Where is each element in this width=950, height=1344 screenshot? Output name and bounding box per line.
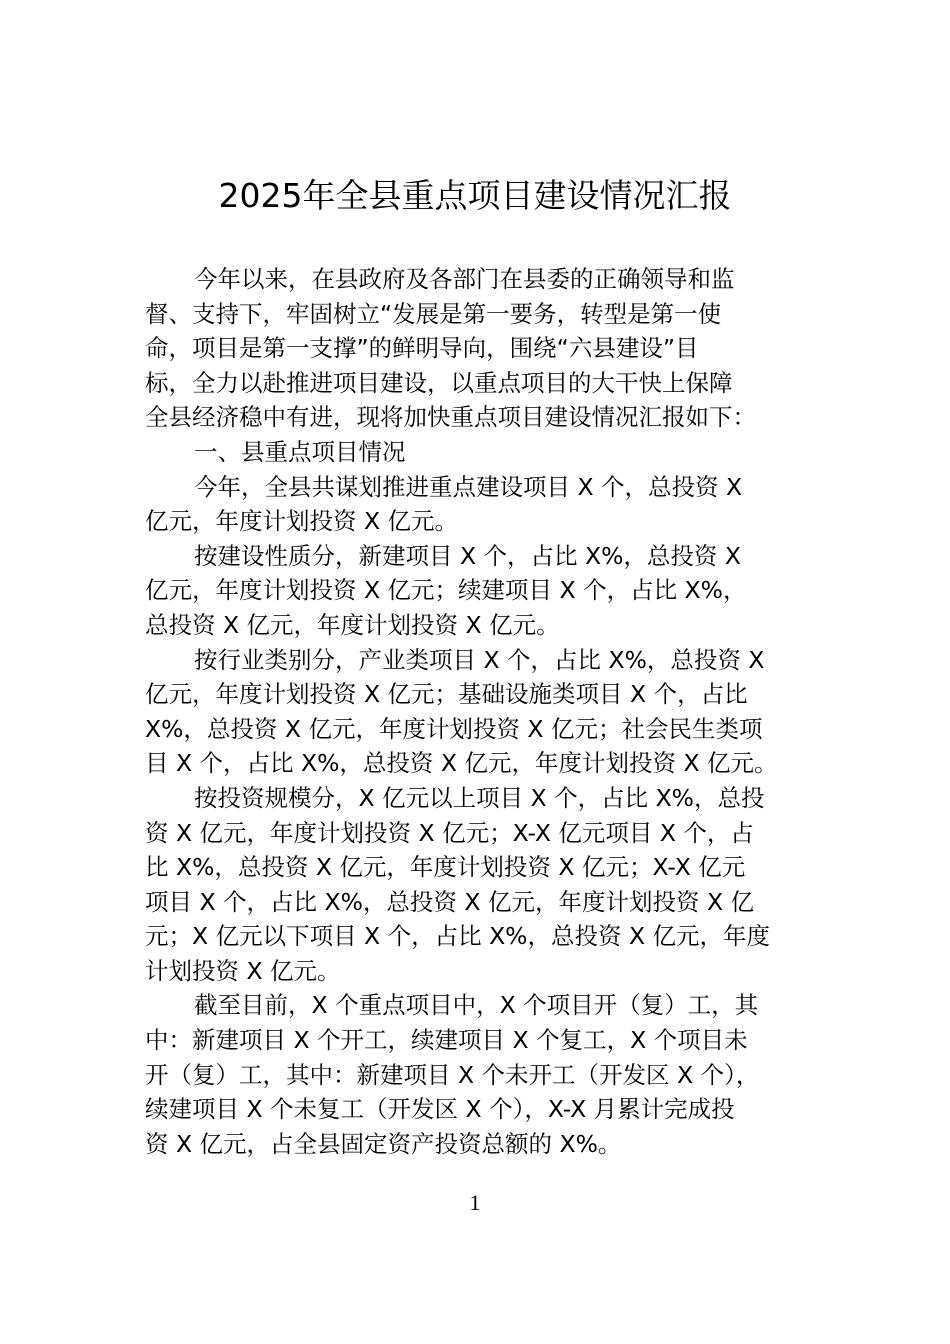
paragraph-overview — [145, 470, 815, 539]
text-line: 今年以来，在县政府及各部门在县委的正确领导和监 — [194, 265, 735, 293]
section-heading — [145, 435, 815, 470]
paragraph-by-scale — [145, 781, 815, 989]
text-line: 亿元，年度计划投资 X 亿元。 — [145, 507, 459, 536]
text-line: 按行业类别分，产业类项目 X 个，占比 X%，总投资 X — [194, 645, 765, 674]
text-line: 资 X 亿元，占全县固定资产投资总额的 X%。 — [145, 1129, 622, 1158]
text-line: 督、支持下，牢固树立“发展是第一要务，转型是第一使 — [145, 299, 722, 328]
paragraph-intro — [145, 262, 815, 435]
text-line: 目 X 个，占比 X%，总投资 X 亿元，年度计划投资 X 亿元。 — [145, 749, 778, 778]
text-line: 总投资 X 亿元，年度计划投资 X 亿元。 — [145, 610, 560, 639]
text-line: 中：新建项目 X 个开工，续建项目 X 个复工，X 个项目未 — [145, 1026, 748, 1055]
document-title: 2025年全县重点项目建设情况汇报 — [218, 176, 732, 215]
text-line: X%，总投资 X 亿元，年度计划投资 X 亿元；社会民生类项 — [145, 714, 763, 743]
paragraph-progress — [145, 988, 815, 1161]
page-number: 1 — [469, 1190, 481, 1215]
text-line: 命，项目是第一支撑”的鲜明导向，围绕“六县建设”目 — [145, 334, 699, 363]
text-line: 项目 X 个，占比 X%，总投资 X 亿元，年度计划投资 X 亿 — [145, 887, 755, 916]
text-line: 亿元，年度计划投资 X 亿元；基础设施类项目 X 个，占比 — [145, 680, 748, 709]
text-line: 今年，全县共谋划推进重点建设项目 X 个，总投资 X — [194, 472, 743, 501]
document-body — [145, 262, 815, 1161]
text-line: 元；X 亿元以下项目 X 个，占比 X%，总投资 X 亿元，年度 — [145, 922, 771, 951]
text-line: 开（复）工，其中：新建项目 X 个未开工（开发区 X 个）， — [145, 1060, 760, 1089]
text-line: 续建项目 X 个未复工（开发区 X 个），X-X 月累计完成投 — [145, 1095, 735, 1124]
text-line: 计划投资 X 亿元。 — [145, 956, 341, 985]
heading-line: 一、县重点项目情况 — [194, 437, 406, 466]
text-line: 标，全力以赴推进项目建设，以重点项目的大干快上保障 — [145, 368, 733, 397]
text-line: 按投资规模分，X 亿元以上项目 X 个，占比 X%，总投 — [194, 783, 765, 812]
text-line: 全县经济稳中有进，现将加快重点项目建设情况汇报如下： — [145, 403, 756, 432]
text-line: 按建设性质分，新建项目 X 个，占比 X%，总投资 X — [194, 541, 742, 570]
text-line: 比 X%，总投资 X 亿元，年度计划投资 X 亿元；X-X 亿元 — [145, 853, 746, 882]
text-line: 资 X 亿元，年度计划投资 X 亿元；X-X 亿元项目 X 个，占 — [145, 818, 754, 847]
paragraph-by-nature — [145, 539, 815, 643]
text-line: 截至目前，X 个重点项目中，X 个项目开（复）工，其 — [194, 991, 759, 1020]
text-line: 亿元，年度计划投资 X 亿元；续建项目 X 个，占比 X%， — [145, 576, 747, 605]
paragraph-by-industry — [145, 643, 815, 781]
